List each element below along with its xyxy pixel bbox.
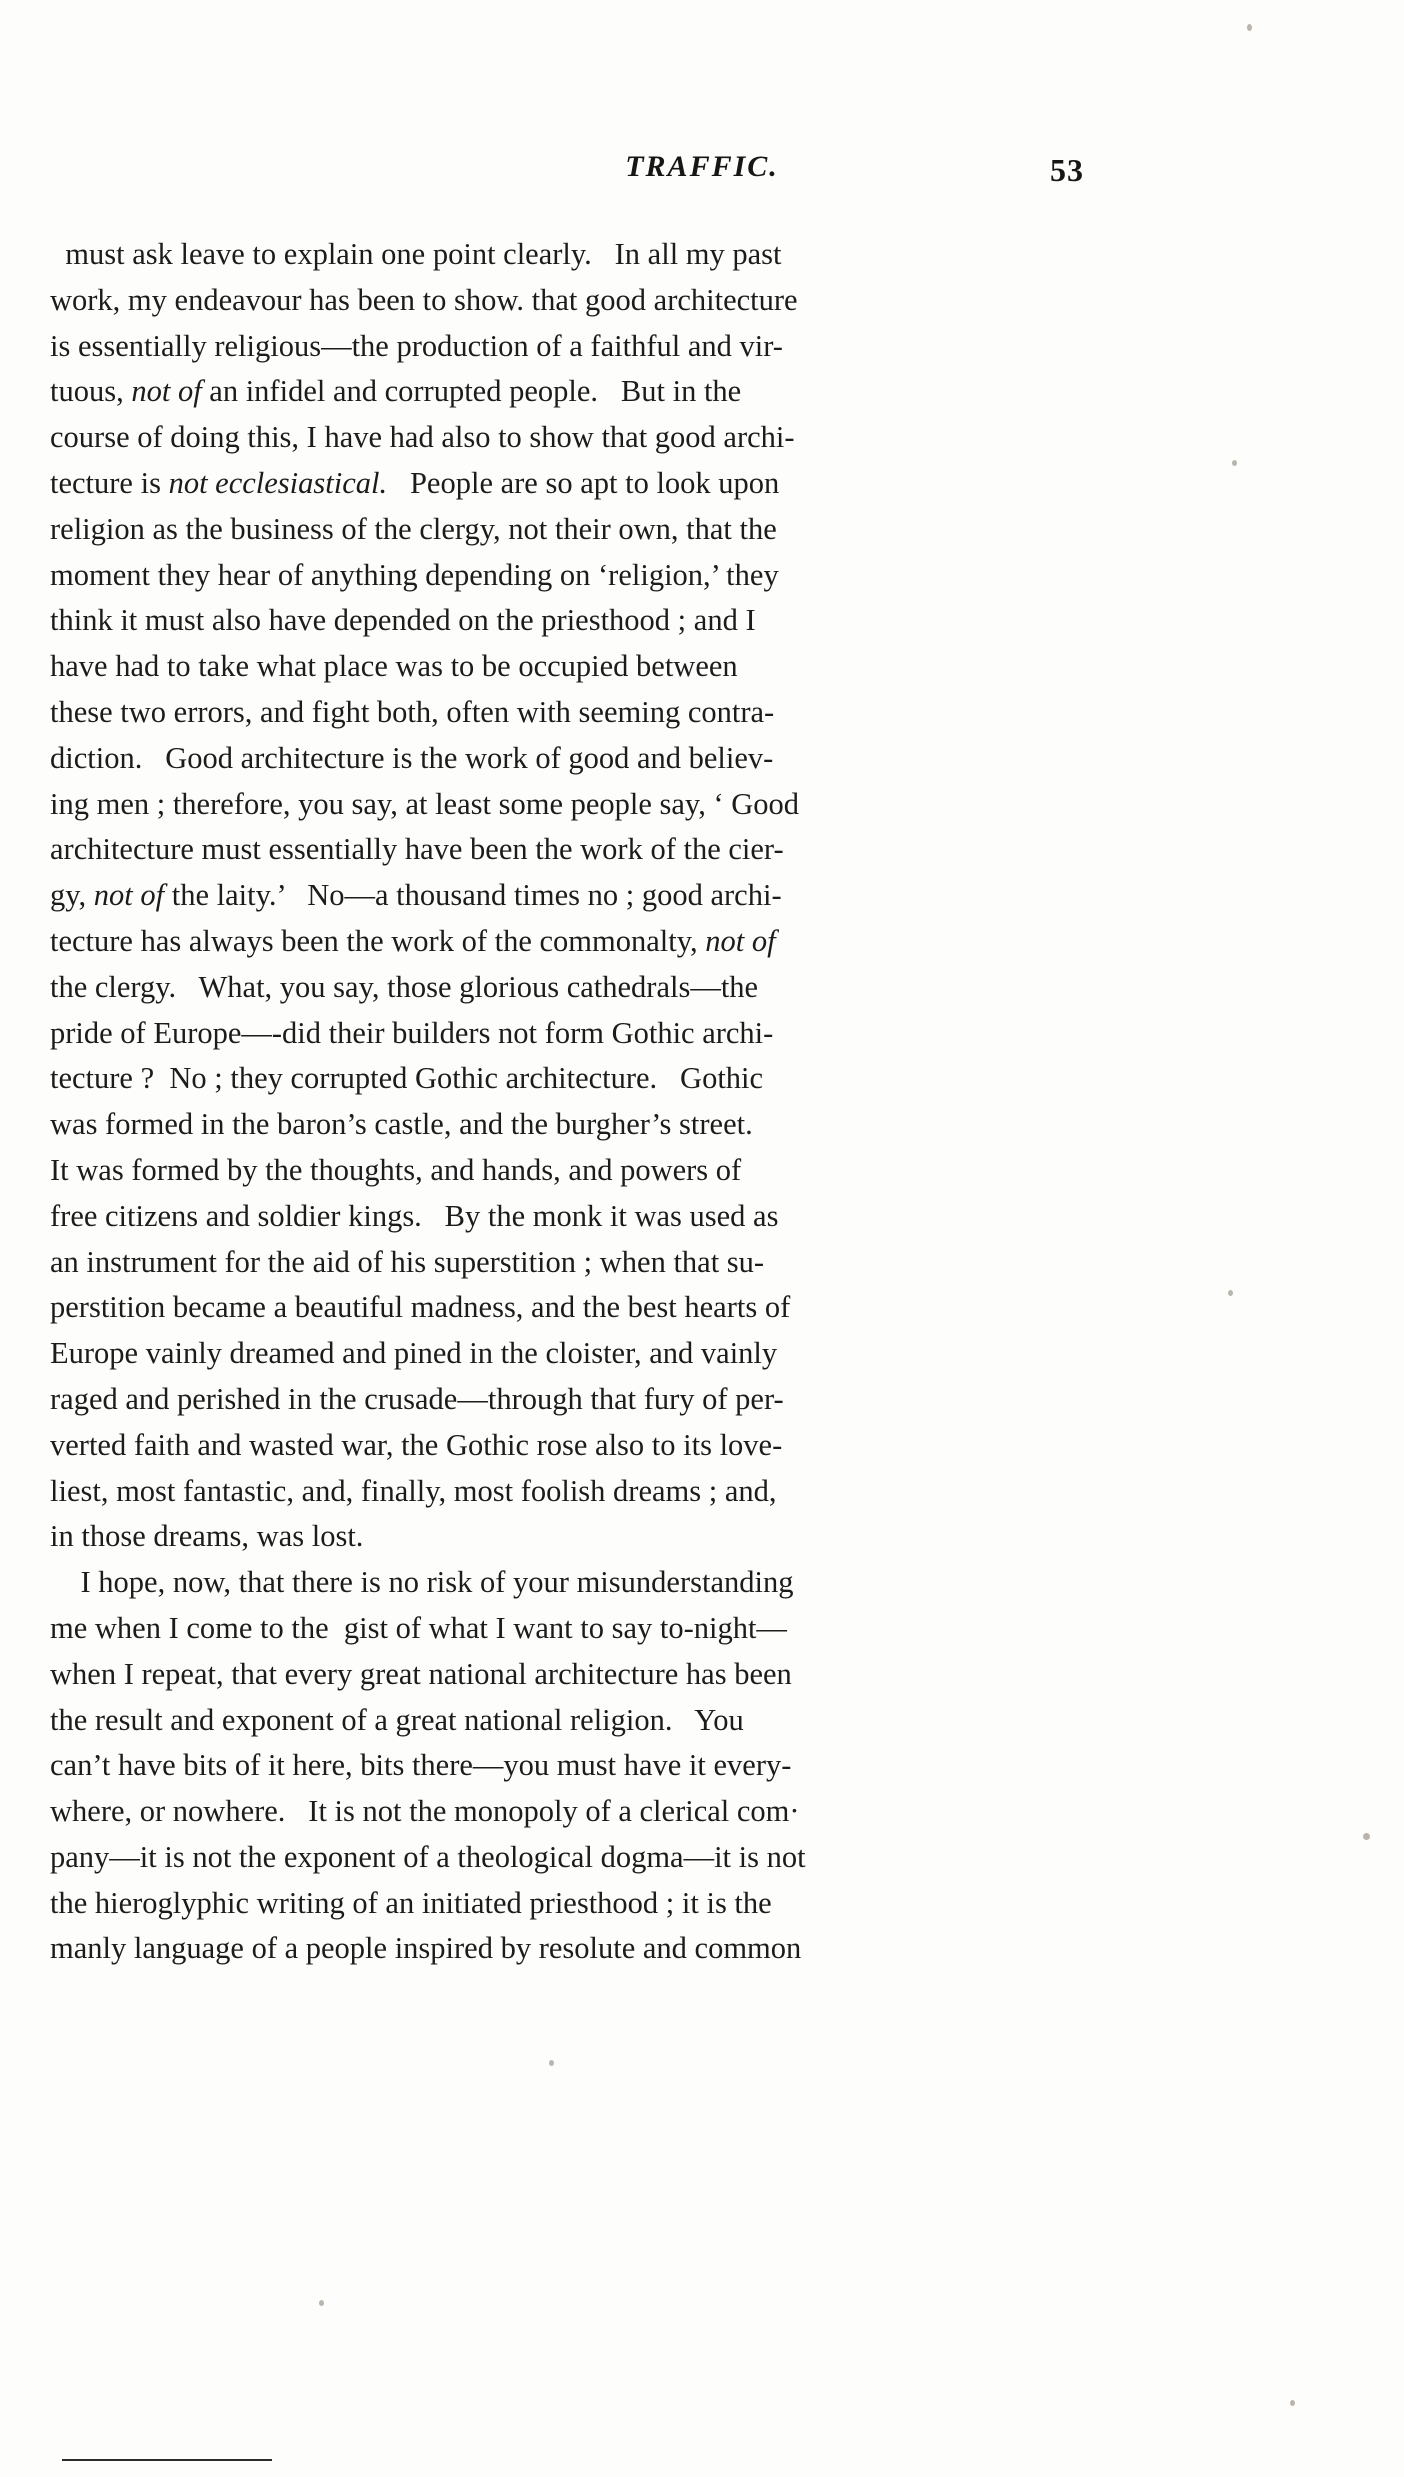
text-line: free citizens and soldier kings. By the monk it was used as — [50, 1198, 779, 1233]
text-line: an instrument for the aid of his superstition ; when that su- — [50, 1244, 765, 1279]
text-line: think it must also have depended on the priesthood ; and I — [50, 603, 756, 638]
text-line: I hope, now, that there is no risk of your misunderstanding — [50, 1565, 794, 1600]
text-line: religion as the business of the clergy, not their own, that the — [50, 511, 777, 546]
text-line: liest, most fantastic, and, finally, most foolish dreams ; and, — [50, 1473, 777, 1508]
text-line: tuous, not of an infidel and corrupted people. But in the — [50, 374, 742, 409]
text-line: me when I come to the gist of what I want to say to-night— — [50, 1610, 787, 1645]
page-header — [0, 150, 1404, 198]
text-line: the result and exponent of a great national religion. You — [50, 1702, 744, 1737]
footer-rule — [62, 2459, 272, 2461]
text-line: course of doing this, I have had also to show that good archi- — [50, 420, 795, 455]
text-line: architecture must essentially have been the work of the cier- — [50, 832, 784, 867]
text-line: pride of Europe—-did their builders not form Gothic archi- — [50, 1015, 774, 1050]
text-line: when I repeat, that every great national architecture has been — [50, 1656, 792, 1691]
text-line: work, my endeavour has been to show. that good architecture — [50, 282, 798, 317]
text-line: diction. Good architecture is the work of good and believ- — [50, 740, 774, 775]
text-line: where, or nowhere. It is not the monopoly of a clerical com· — [50, 1794, 800, 1829]
text-line: in those dreams, was lost. — [50, 1519, 364, 1554]
text-line: raged and perished in the crusade—through that fury of per- — [50, 1381, 784, 1416]
text-line: Europe vainly dreamed and pined in the cloister, and vainly — [50, 1336, 778, 1371]
text-line: moment they hear of anything depending on ‘religion,’ they — [50, 557, 779, 592]
text-line: It was formed by the thoughts, and hands, and powers of — [50, 1152, 742, 1187]
text-line: can’t have bits of it here, bits there—you must have it every- — [50, 1748, 792, 1783]
text-line: was formed in the baron’s castle, and the burgher’s street. — [50, 1107, 753, 1142]
text-line: these two errors, and fight both, often with seeming contra- — [50, 694, 775, 729]
text-line: the clergy. What, you say, those glorious cathedrals—the — [50, 969, 759, 1004]
text-line: must ask leave to explain one point clearly. In all my past — [50, 237, 782, 271]
running-title: TRAFFIC. — [625, 150, 779, 183]
paper-speck — [1290, 2400, 1295, 2406]
text-line: verted faith and wasted war, the Gothic rose also to its love- — [50, 1427, 783, 1462]
paper-speck — [549, 2060, 554, 2066]
text-line: tecture has always been the work of the commonalty, not of — [50, 923, 776, 958]
text-line: is essentially religious—the production of a faithful and vir- — [50, 328, 783, 363]
body-text — [50, 232, 1358, 1972]
text-line: gy, not of the laity.’ No—a thousand times no ; good archi- — [50, 878, 782, 913]
text-line: ing men ; therefore, you say, at least some people say, ‘ Good — [50, 786, 800, 821]
text-line: manly language of a people inspired by resolute and common — [50, 1931, 802, 1966]
text-line: tecture is not ecclesiastical. People are so apt to look upon — [50, 465, 780, 500]
text-line: perstition became a beautiful madness, and the best hearts of — [50, 1290, 791, 1325]
text-line: the hieroglyphic writing of an initiated priesthood ; it is the — [50, 1885, 772, 1920]
paper-speck — [1363, 1833, 1370, 1840]
paper-speck — [319, 2300, 324, 2306]
text-line: have had to take what place was to be occupied between — [50, 649, 738, 684]
paper-speck — [1247, 24, 1252, 31]
text-line: tecture ? No ; they corrupted Gothic architecture. Gothic — [50, 1061, 764, 1096]
page-number: 53 — [1050, 152, 1084, 188]
text-line: pany—it is not the exponent of a theological dogma—it is not — [50, 1839, 806, 1874]
